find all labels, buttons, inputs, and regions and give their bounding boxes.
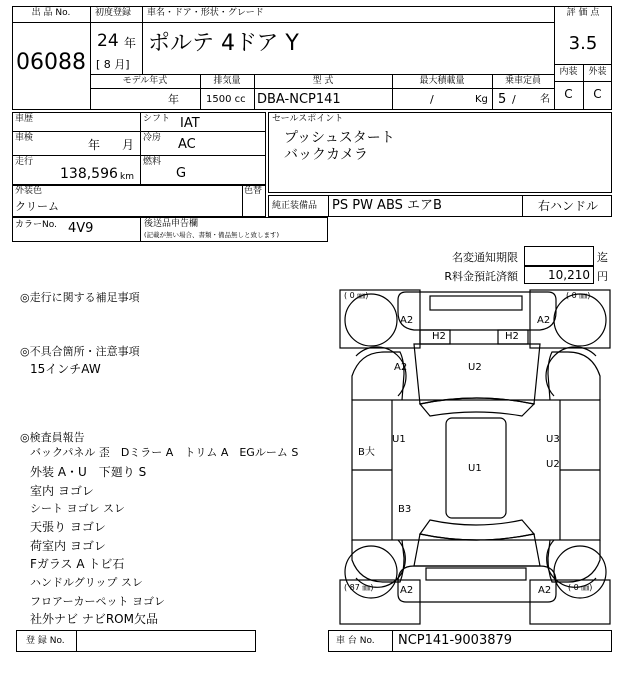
model-year-unit: 年 xyxy=(168,93,179,106)
inspection-month-unit: 月 xyxy=(122,138,135,152)
exterior-grade: C xyxy=(593,87,602,101)
color-no-value: 4V9 xyxy=(68,221,94,236)
first-reg-month: [ 8 月] xyxy=(96,58,130,71)
tire-depth-fl: ( 0 ㎜) xyxy=(344,291,369,300)
first-reg-year-unit: 年 xyxy=(124,36,137,50)
inspector-item: シート ヨゴレ スレ xyxy=(30,502,125,515)
lot-number: 06088 xyxy=(16,50,86,75)
shift-label: シフト xyxy=(143,114,171,124)
damage-mark: U1 xyxy=(468,463,482,474)
inspector-label: ◎検査員報告 xyxy=(20,431,85,444)
recycle-value: 10,210 xyxy=(548,268,590,282)
right-side-upper xyxy=(548,352,600,400)
equipment-label: 純正装備品 xyxy=(272,201,318,211)
car-name: ポルテ 4ドア Y xyxy=(148,31,299,56)
equipment-value: PS PW ABS エアB xyxy=(332,198,442,213)
capacity-sep: / xyxy=(512,93,516,106)
mileage-value: 138,596 xyxy=(60,166,118,182)
type-value: DBA-NCP141 xyxy=(257,92,341,107)
recycle-unit: 円 xyxy=(597,270,608,283)
damage-mark: H2 xyxy=(432,331,446,342)
tire-depth-rl: ( 87 ㎜) xyxy=(344,583,374,592)
shift-value: IAT xyxy=(180,116,200,131)
damage-mark: H2 xyxy=(505,331,519,342)
name-grade-label: 車名・ドア・形状・グレード xyxy=(147,8,264,18)
name-change-unit: 迄 xyxy=(597,251,608,264)
inspection-year-unit: 年 xyxy=(88,138,101,152)
first-reg-label: 初度登録 xyxy=(95,8,132,18)
inspector-item: 荷室内 ヨゴレ xyxy=(30,539,106,553)
damage-mark: U2 xyxy=(468,362,482,373)
lot-label: 出 品 No. xyxy=(31,8,71,18)
ac-value: AC xyxy=(178,137,196,152)
handle-value: 右ハンドル xyxy=(538,199,599,213)
ext-color-value: クリーム xyxy=(15,200,59,213)
defect-label: ◎不具合箇所・注意事項 xyxy=(20,345,140,358)
tire-depth-fr: ( 0 ㎜) xyxy=(566,291,591,300)
inspector-item: Fガラス A トビ石 xyxy=(30,557,125,571)
ext-color-label: 外装色 xyxy=(15,186,43,196)
damage-mark: A2 xyxy=(400,315,414,326)
rear-bumper xyxy=(398,566,556,602)
damage-mark: B大 xyxy=(358,447,375,458)
max-load-unit: Kg xyxy=(475,94,488,105)
windshield xyxy=(420,398,534,416)
inspector-item: 社外ナビ ナビROM欠品 xyxy=(30,612,158,626)
damage-mark: A2 xyxy=(394,362,408,373)
damage-mark: U2 xyxy=(546,459,560,470)
tire-front-left-icon xyxy=(345,294,397,346)
exterior-label: 外装 xyxy=(588,67,607,77)
fuel-value: G xyxy=(176,166,187,181)
driving-remarks-label: ◎走行に関する補足事項 xyxy=(20,291,140,304)
color-change-label: 色替 xyxy=(244,186,263,196)
recycle-label: R料金預託済額 xyxy=(444,270,518,283)
license-plate xyxy=(426,568,526,580)
ac-label: 冷房 xyxy=(143,133,162,143)
first-reg-year: 24 xyxy=(97,31,119,51)
capacity-label: 乗車定員 xyxy=(504,76,541,86)
damage-mark: A2 xyxy=(537,315,551,326)
front-bumper xyxy=(398,292,556,330)
type-label: 型 式 xyxy=(312,76,334,86)
sales-point-1: プッシュスタート xyxy=(284,130,395,146)
fuel-label: 燃料 xyxy=(143,157,162,167)
damage-mark: A2 xyxy=(538,585,552,596)
inspector-item: 外装 A・U 下廻り S xyxy=(30,465,147,479)
inspector-item: 室内 ヨゴレ xyxy=(30,484,94,498)
docs-note: (記載が無い場合、書類・備品無しと致します) xyxy=(144,231,280,239)
inspector-item: 天張り ヨゴレ xyxy=(30,520,106,534)
sales-points-label: セールスポイント xyxy=(272,114,344,124)
max-load-sep: / xyxy=(430,93,434,106)
rating-label: 評 価 点 xyxy=(566,8,600,18)
mileage-label: 走行 xyxy=(15,157,34,167)
registration-label: 登 録 No. xyxy=(26,636,65,646)
tire-front-right-icon xyxy=(554,294,606,346)
inspector-item: バックパネル 歪 Dミラー A トリム A EGルーム S xyxy=(30,446,299,459)
color-no-label: カラーNo. xyxy=(15,220,57,230)
tire-depth-rr: ( 0 ㎜) xyxy=(568,583,593,592)
damage-mark: U3 xyxy=(546,434,560,445)
model-year-label: モデル年式 xyxy=(122,76,168,86)
defect-item: 15インチAW xyxy=(30,362,101,376)
sales-point-2: バックカメラ xyxy=(284,147,368,163)
grille xyxy=(430,296,522,310)
interior-label: 内装 xyxy=(559,67,578,77)
chassis-number: NCP141-9003879 xyxy=(398,633,513,648)
rating-value: 3.5 xyxy=(568,33,598,54)
capacity-value: 5 xyxy=(498,92,507,107)
displacement-value: 1500 cc xyxy=(206,94,246,105)
damage-mark: B3 xyxy=(398,504,412,515)
inspector-item: ハンドルグリップ スレ xyxy=(30,576,143,589)
displacement-label: 排気量 xyxy=(213,76,241,86)
hood xyxy=(414,344,540,404)
left-side-upper xyxy=(352,352,404,400)
name-change-label: 名変通知期限 xyxy=(452,251,518,264)
damage-mark: U1 xyxy=(392,434,406,445)
mileage-unit: km xyxy=(120,172,134,182)
max-load-label: 最大積載量 xyxy=(419,76,465,86)
damage-mark: A2 xyxy=(400,585,414,596)
history-label: 車歴 xyxy=(15,114,34,124)
interior-grade: C xyxy=(564,87,573,101)
inspector-item: フロアーカーペット ヨゴレ xyxy=(30,595,165,608)
chassis-label: 車 台 No. xyxy=(336,636,375,646)
capacity-unit: 名 xyxy=(540,94,550,105)
trunk xyxy=(414,534,540,566)
inspection-label: 車検 xyxy=(15,133,34,143)
docs-label: 後送品申告欄 xyxy=(144,219,199,229)
